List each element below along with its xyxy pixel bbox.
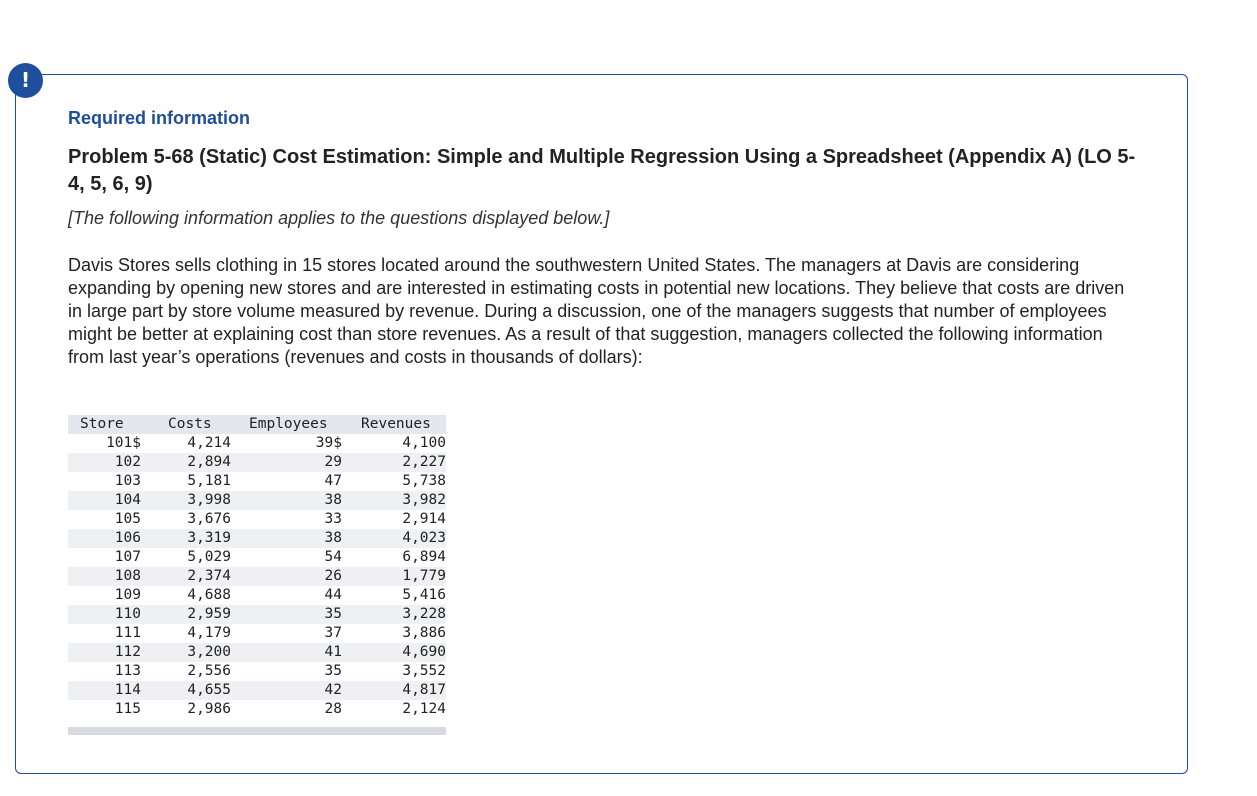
cell-costs: 2,556 — [187, 663, 231, 679]
cell-costs: 3,200 — [187, 644, 231, 660]
cell-costs: 4,688 — [187, 587, 231, 603]
required-info-heading: Required information — [68, 108, 251, 128]
cell-store: 109 — [114, 587, 141, 603]
cell-costs: 3,998 — [187, 492, 231, 508]
alert-icon: ! — [8, 63, 43, 98]
cell-store: 110 — [114, 606, 141, 622]
cell-costs: 2,374 — [187, 568, 231, 584]
cell-costs: 5,029 — [187, 549, 231, 565]
cell-employees: 44 — [324, 587, 342, 603]
cell-store: 114 — [114, 682, 141, 698]
cell-store: 101$ — [106, 435, 141, 451]
cell-employees: 35 — [324, 606, 342, 622]
cell-store: 111 — [114, 625, 141, 641]
cell-revenues: 3,552 — [402, 663, 446, 679]
table-row — [68, 700, 446, 719]
cell-store: 107 — [114, 549, 141, 565]
cell-employees: 37 — [324, 625, 342, 641]
cell-employees: 54 — [324, 549, 342, 565]
table-row — [68, 548, 446, 567]
cell-revenues: 4,817 — [402, 682, 446, 698]
table-row — [68, 529, 446, 548]
cell-revenues: 1,779 — [402, 568, 446, 584]
cell-store: 112 — [114, 644, 141, 660]
table-row — [68, 586, 446, 605]
cell-store: 106 — [114, 530, 141, 546]
cell-revenues: 2,124 — [402, 701, 446, 717]
cell-employees: 47 — [324, 473, 342, 489]
cell-costs: 4,179 — [187, 625, 231, 641]
cell-employees: 38 — [324, 530, 342, 546]
table-row — [68, 472, 446, 491]
cell-revenues: 4,690 — [402, 644, 446, 660]
cell-employees: 38 — [324, 492, 342, 508]
cell-revenues: 3,228 — [402, 606, 446, 622]
problem-description: Davis Stores sells clothing in 15 stores located around the southwestern United States. The managers at Davis are considering expanding by opening new stores and are interested in estimating costs in potential new locations. They believe that costs are driven in large part by store volume measured by revenue. During a discussion, one of the managers suggests that number of employees might be better at explaining cost than store revenues. As a result of that suggestion, managers collected the following information from last year’s operations (revenues and costs in thousands of dollars): — [68, 255, 1125, 367]
cell-revenues: 2,227 — [402, 454, 446, 470]
cell-revenues: 4,023 — [402, 530, 446, 546]
table-row — [68, 567, 446, 586]
cell-costs: 3,676 — [187, 511, 231, 527]
applies-note: [The following information applies to the questions displayed below.] — [68, 208, 610, 228]
cell-revenues: 2,914 — [402, 511, 446, 527]
table-row — [68, 662, 446, 681]
cell-costs: 4,214 — [187, 435, 231, 451]
cell-costs: 2,959 — [187, 606, 231, 622]
header-revenues: Revenues — [361, 416, 431, 432]
cell-revenues: 5,738 — [402, 473, 446, 489]
cell-revenues: 6,894 — [402, 549, 446, 565]
header-store: Store — [80, 416, 124, 432]
cell-revenues: 3,982 — [402, 492, 446, 508]
problem-title: Problem 5-68 (Static) Cost Estimation: Simple and Multiple Regression Using a Spreadsheet (Appendix A) (LO 5-4, 5, 6, 9) — [68, 146, 1136, 195]
table-row — [68, 681, 446, 700]
cell-store: 103 — [114, 473, 141, 489]
cell-employees: 35 — [324, 663, 342, 679]
cell-revenues: 4,100 — [402, 435, 446, 451]
table-row — [68, 624, 446, 643]
table-row — [68, 491, 446, 510]
cell-employees: 28 — [324, 701, 342, 717]
cell-costs: 2,894 — [187, 454, 231, 470]
cell-store: 102 — [114, 454, 141, 470]
cell-employees: 33 — [324, 511, 342, 527]
cell-store: 113 — [114, 663, 141, 679]
table-row — [68, 643, 446, 662]
cell-employees: 39$ — [315, 435, 342, 451]
table-row — [68, 510, 446, 529]
header-employees: Employees — [249, 416, 328, 432]
question-card — [15, 74, 1188, 774]
data-table — [68, 415, 446, 719]
cell-costs: 5,181 — [187, 473, 231, 489]
table-header-row — [68, 415, 446, 434]
header-costs: Costs — [168, 416, 212, 432]
cell-employees: 42 — [324, 682, 342, 698]
table-horizontal-scrollbar[interactable] — [68, 727, 446, 735]
table-body — [68, 434, 446, 719]
table-row — [68, 434, 446, 453]
cell-costs: 4,655 — [187, 682, 231, 698]
cell-costs: 3,319 — [187, 530, 231, 546]
cell-employees: 29 — [324, 454, 342, 470]
cell-store: 108 — [114, 568, 141, 584]
cell-revenues: 3,886 — [402, 625, 446, 641]
cell-store: 105 — [114, 511, 141, 527]
cell-costs: 2,986 — [187, 701, 231, 717]
cell-employees: 41 — [324, 644, 342, 660]
table-row — [68, 453, 446, 472]
cell-revenues: 5,416 — [402, 587, 446, 603]
cell-store: 115 — [114, 701, 141, 717]
cell-employees: 26 — [324, 568, 342, 584]
table-row — [68, 605, 446, 624]
cell-store: 104 — [114, 492, 141, 508]
